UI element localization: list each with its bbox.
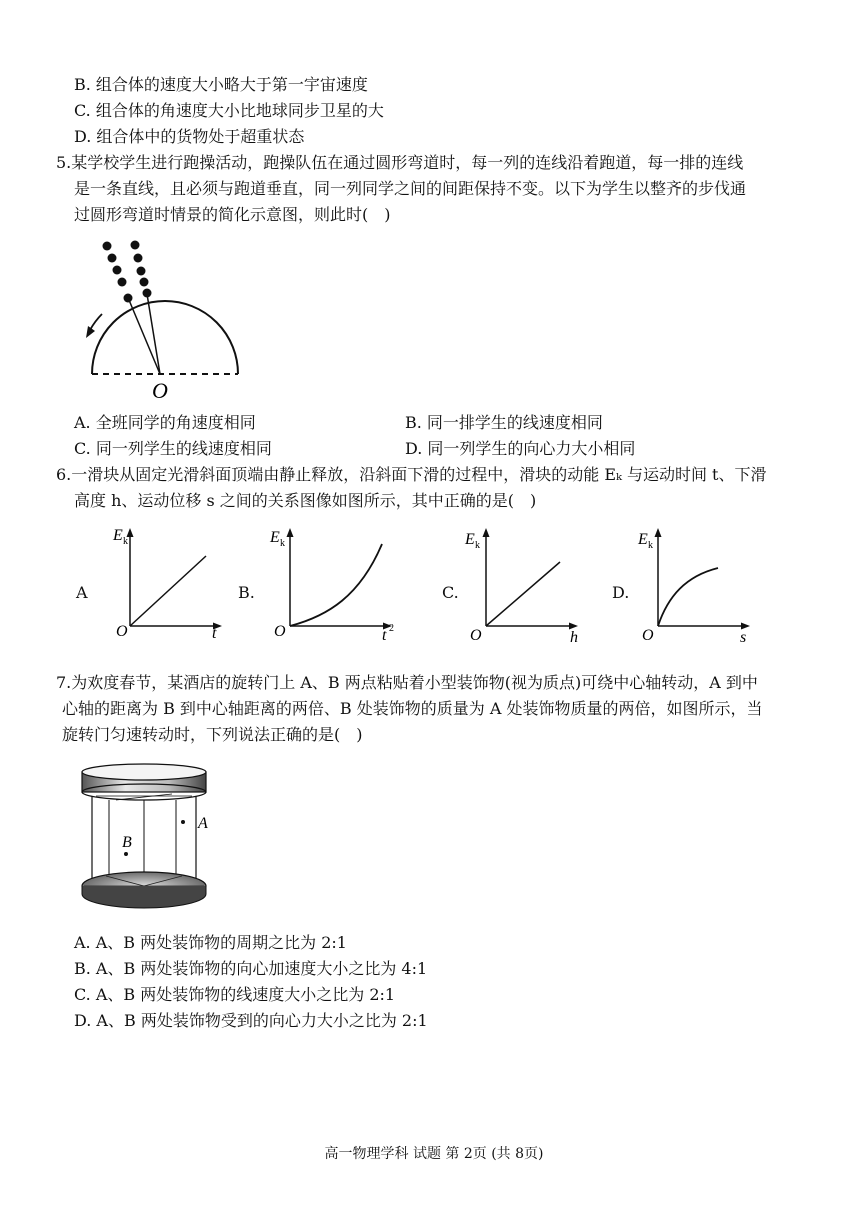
q6-graph-c-option-label: C. — [442, 583, 459, 602]
q7-option-b: B. A、B 两处装饰物的向心加速度大小之比为 4:1 — [74, 959, 428, 978]
q6-graph-b — [268, 520, 402, 644]
q6-graph-b-ylabel: E — [270, 529, 280, 546]
q4-option-c: C. 组合体的角速度大小比地球同步卫星的大 — [74, 101, 384, 120]
q6-graph-b-ysub: k — [280, 538, 285, 549]
q4-option-b: B. 组合体的速度大小略大于第一宇宙速度 — [74, 75, 368, 94]
q6-graph-c-origin: O — [470, 627, 482, 644]
q6-graph-a-ysub: k — [123, 536, 128, 547]
q7-option-a: A. A、B 两处装饰物的周期之比为 2:1 — [74, 933, 347, 952]
q5-option-c: C. 同一列学生的线速度相同 — [74, 439, 272, 458]
q7-stem-line-3: 旋转门匀速转动时，下列说法正确的是( ) — [62, 725, 363, 744]
q6-graph-a-option-label: A — [76, 583, 88, 602]
q5-figure — [80, 234, 250, 406]
q5-option-a: A. 全班同学的角速度相同 — [74, 413, 256, 432]
page-footer: 高一物理学科 试题 第 2页 (共 8页) — [324, 1146, 544, 1162]
q6-graph-a-xlabel: t — [212, 625, 217, 642]
q7-figure — [76, 758, 236, 920]
q6-graph-d-xlabel: s — [740, 629, 747, 644]
q5-stem-line-3: 过圆形弯道时情景的简化示意图，则此时( ) — [74, 205, 391, 224]
q6-graph-d — [636, 520, 760, 644]
q5-stem-line-2: 是一条直线，且必须与跑道垂直，同一列同学之间的间距保持不变。以下为学生以整齐的步伐通 — [74, 179, 747, 198]
q5-stem-line-1: 5.某学校学生进行跑操活动，跑操队伍在通过圆形弯道时，每一列的连线沿着跑道，每一排的连线 — [56, 153, 744, 172]
q7-stem-line-1: 7.为欢度春节，某酒店的旋转门上 A、B 两点粘贴着小型装饰物(视为质点)可绕中心轴转动，A 到中 — [56, 673, 758, 692]
q6-graph-a-ylabel: E — [113, 527, 123, 544]
q6-graph-a-origin: O — [116, 623, 128, 640]
q6-graph-d-ysub: k — [648, 540, 653, 551]
q5-figure-label-o: O — [152, 378, 168, 403]
q6-stem-line-1: 6.一滑块从固定光滑斜面顶端由静止释放，沿斜面下滑的过程中，滑块的动能 Eₖ 与运动时间 t、下滑 — [56, 465, 767, 484]
q6-graph-b-option-label: B. — [238, 583, 255, 602]
q4-option-d: D. 组合体中的货物处于超重状态 — [74, 127, 305, 146]
q6-graph-b-origin: O — [274, 623, 286, 640]
q6-graph-c-ylabel: E — [465, 531, 475, 548]
q5-option-d: D. 同一列学生的向心力大小相同 — [405, 439, 636, 458]
q6-stem-line-2: 高度 h、运动位移 s 之间的关系图像如图所示，其中正确的是( ) — [74, 491, 537, 510]
q7-label-a: A — [198, 815, 208, 832]
q6-graph-c-xlabel: h — [570, 629, 578, 644]
q6-graph-b-xlabel: t — [382, 627, 387, 644]
q7-stem-line-2: 心轴的距离为 B 到中心轴距离的两倍、B 处装饰物的质量为 A 处装饰物质量的两倍，如图所示，当 — [62, 699, 763, 718]
q6-graph-a — [108, 520, 228, 644]
q6-graph-c — [464, 520, 588, 644]
q6-graph-d-origin: O — [642, 627, 654, 644]
q6-graph-d-option-label: D. — [612, 583, 630, 602]
q7-option-c: C. A、B 两处装饰物的线速度大小之比为 2:1 — [74, 985, 396, 1004]
q6-graph-d-ylabel: E — [638, 531, 648, 548]
q6-graph-c-ysub: k — [475, 540, 480, 551]
q7-option-d: D. A、B 两处装饰物受到的向心力大小之比为 2:1 — [74, 1011, 428, 1030]
q6-graph-b-xsup: 2 — [389, 623, 394, 634]
q7-label-b: B — [122, 834, 132, 851]
q5-option-b: B. 同一排学生的线速度相同 — [405, 413, 603, 432]
